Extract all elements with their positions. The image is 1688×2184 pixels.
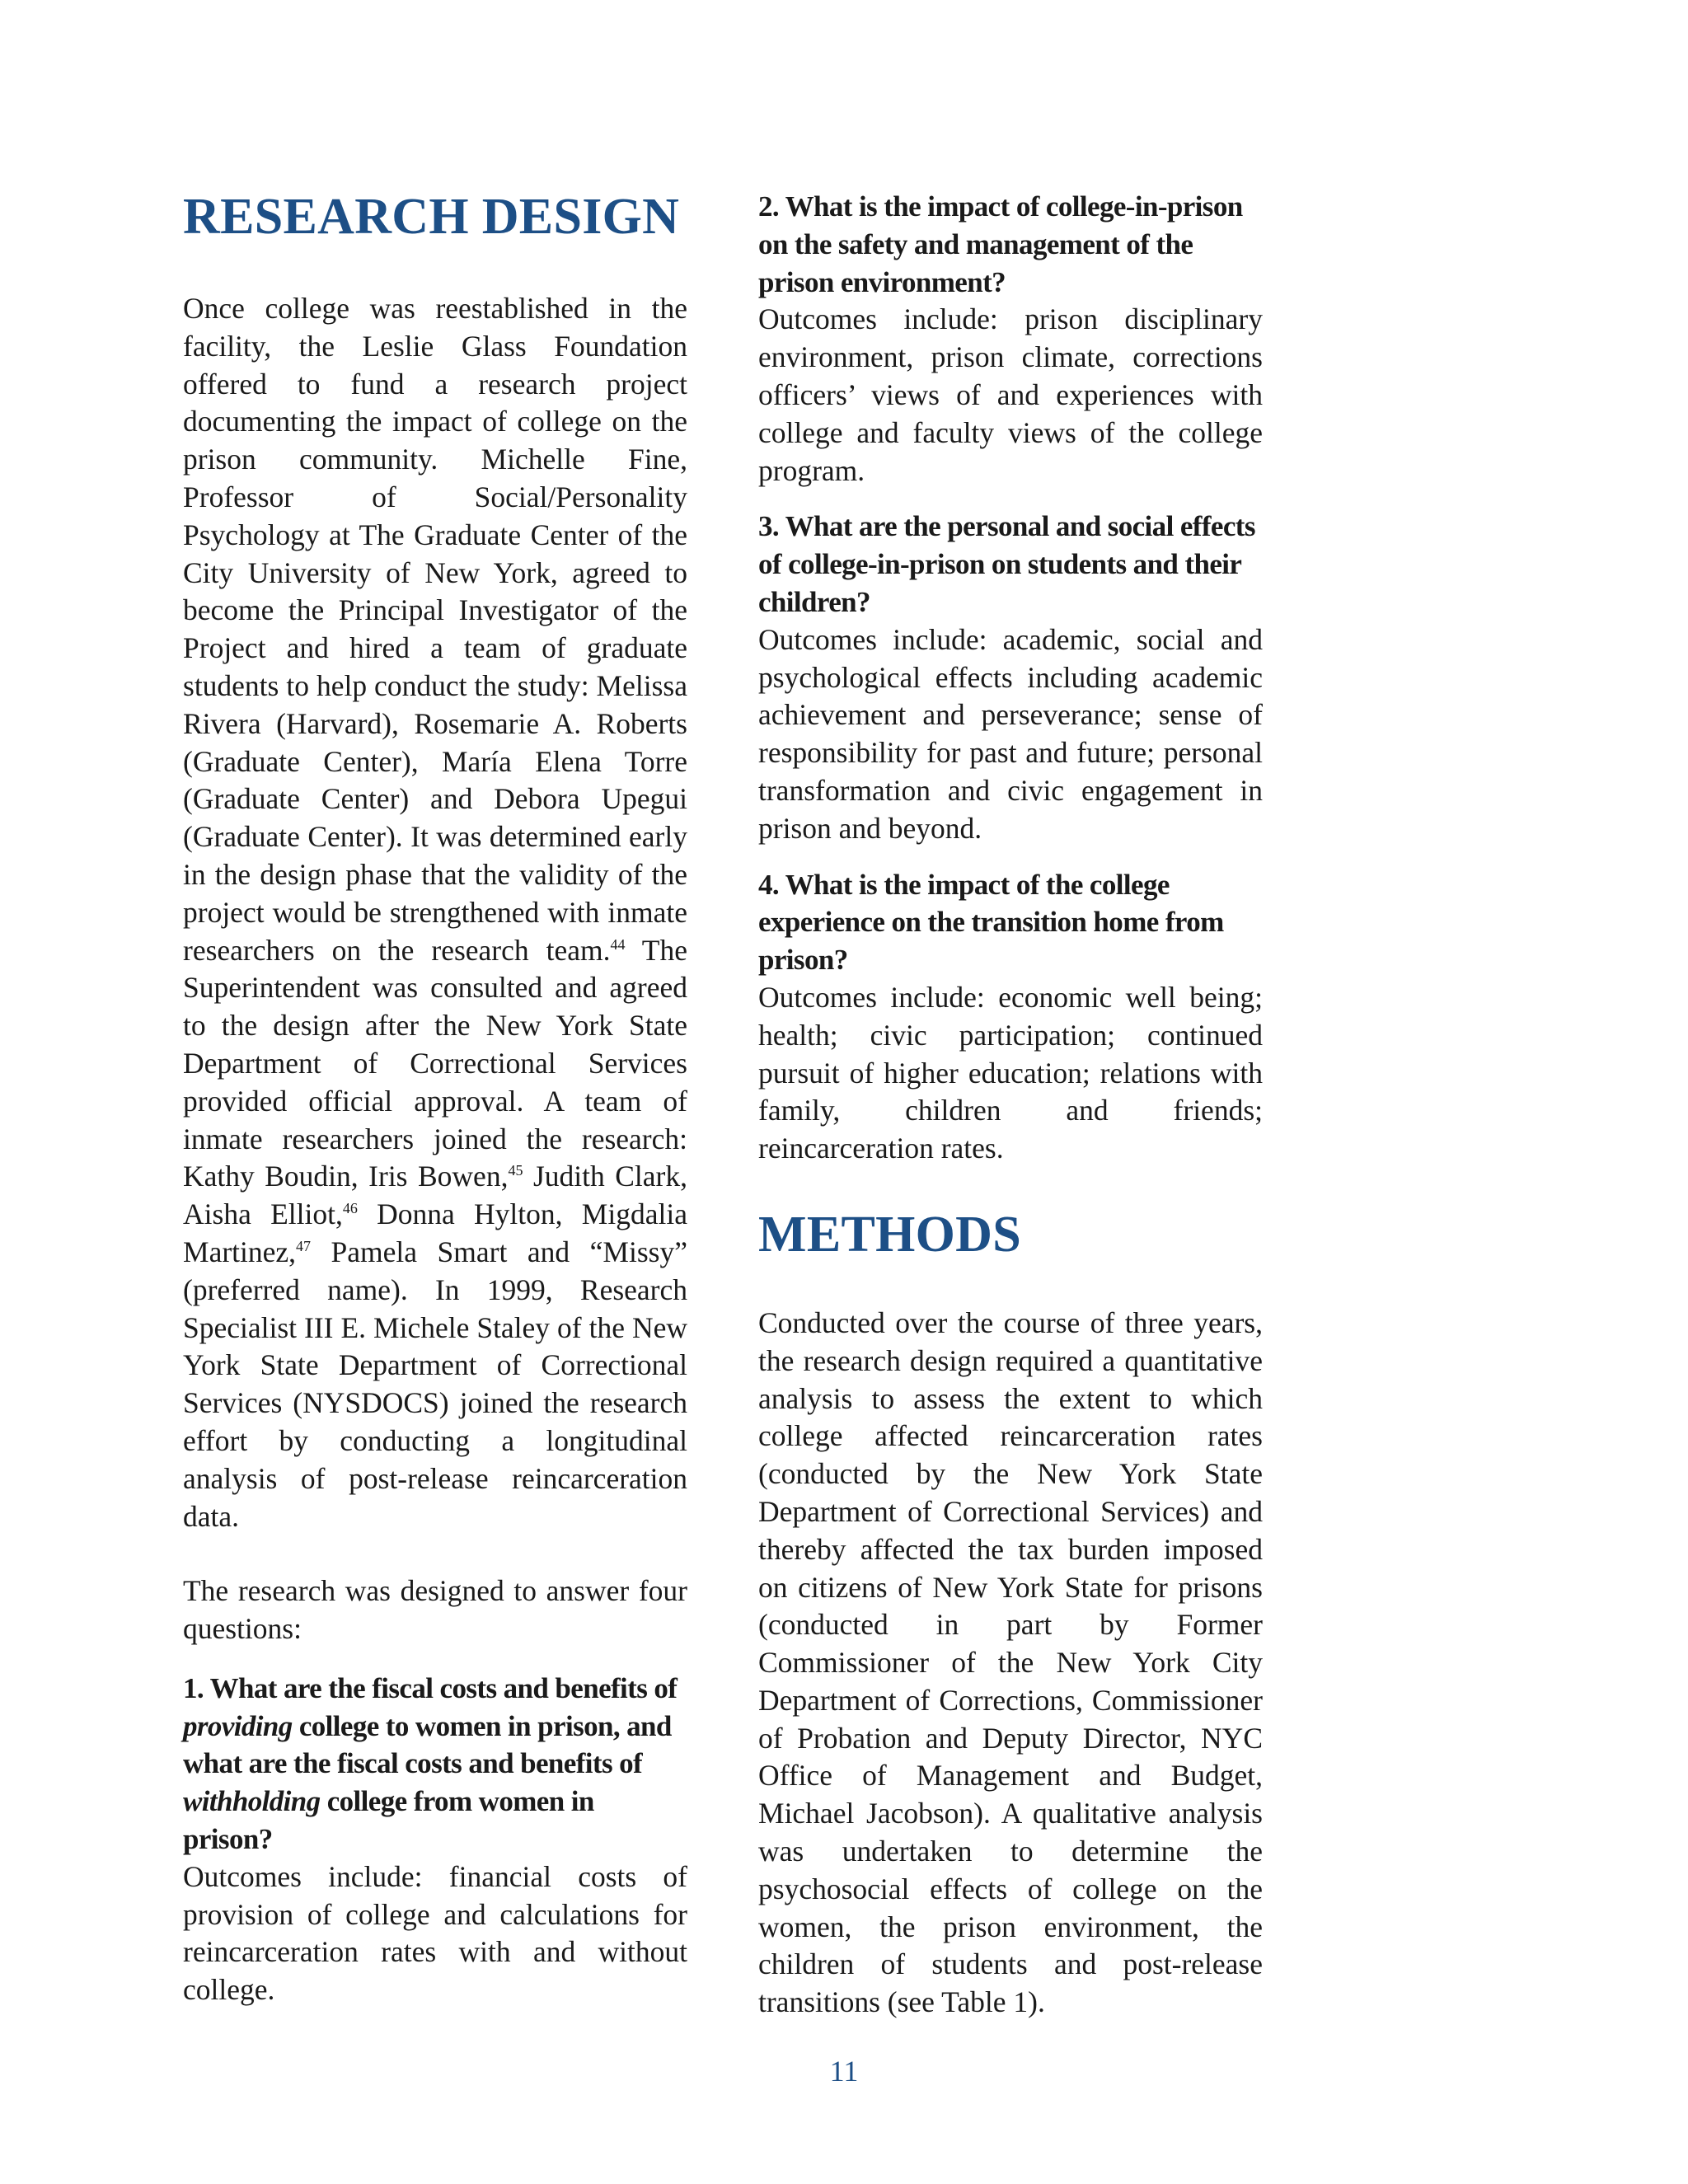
footnote-ref-47[interactable]: 47	[296, 1238, 312, 1255]
paragraph-text: Pamela Smart and “Missy” (preferred name). In 1999, Research Specialist III E. Michele Staley of the New York State Department of Correctional Services (NYSDOCS) joined the research effort by conducting a longitudinal analysis of post-release reincarceration data.	[183, 1235, 687, 1533]
question-text: college from women in prison?	[183, 1785, 594, 1856]
research-design-paragraph	[183, 290, 687, 1535]
left-column	[183, 180, 687, 2009]
question-3	[758, 508, 1263, 847]
question-3-outcomes: Outcomes include: academic, social and psychological effects including academic achievement and perseverance; sense of responsibility for past and future; personal transformation and civic engagement in prison and beyond.	[758, 622, 1263, 845]
methods-heading: METHODS	[758, 1206, 1022, 1263]
paragraph-text: Donna Hylton, Migdalia Martinez,	[183, 1197, 687, 1268]
footnote-ref-45[interactable]: 45	[508, 1162, 523, 1179]
paragraph-text: Once college was reestablished in the facility, the Leslie Glass Foundation offered to fund a research project documenting the impact of college on the prison community. Michelle Fine, Professor of Social/Personality Psychology at The Graduate Center of the City University of New York, agreed to become the Principal Investigator of the Project and hired a team of graduate students to help conduct the study: Melissa Rivera (Harvard), Rosemarie A. Roberts (Graduate Center), María Elena Torre (Graduate Center) and Debora Upegui (Graduate Center). It was determined early in the design phase that the validity of the project would be strengthened with inmate researchers on the research team.	[183, 292, 687, 967]
emphasis-providing: providing	[183, 1709, 293, 1742]
question-4-outcomes: Outcomes include: economic well being; health; civic participation; continued pursuit of higher education; relations with family, children and friends; reincarceration rates.	[758, 980, 1263, 1165]
paragraph-text: The Superintendent was consulted and agreed to the design after the New York State Department of Correctional Services provided official approval. A team of inmate researchers joined the research: Kathy Boudin, Iris Bowen,	[183, 933, 687, 1193]
question-1	[183, 1670, 687, 2009]
paragraph-text: Judith Clark, Aisha Elliot,	[183, 1160, 687, 1231]
methods-paragraph: Conducted over the course of three years, the research design required a quantitative analysis to assess the extent to which college affected reincarceration rates (conducted by the New York State Department of Correctional Services) and thereby affected the tax burden imposed on citizens of New York State for prisons (conducted in part by Former Commissioner of the New York City Department of Corrections, Commissioner of Probation and Deputy Director, NYC Office of Management and Budget, Michael Jacobson). A qualitative analysis was undertaken to determine the psychosocial effects of college on the women, the prison environment, the children of students and post-release transitions (see Table 1).	[758, 1305, 1263, 2019]
question-2-outcomes: Outcomes include: prison disciplinary environment, prison climate, corrections officers’ views of and experiences with college and faculty views of the college program.	[758, 302, 1263, 487]
question-2-title: 2. What is the impact of college-in-prison on the safety and management of the prison environment?	[758, 190, 1243, 298]
question-text: college to women in prison, and what are the fiscal costs and benefits of	[183, 1709, 672, 1780]
footnote-ref-44[interactable]: 44	[610, 935, 626, 953]
emphasis-withholding: withholding	[183, 1785, 321, 1818]
footnote-ref-46[interactable]: 46	[342, 1200, 358, 1217]
question-text: 1. What are the fiscal costs and benefits of	[183, 1671, 678, 1704]
right-column	[758, 188, 1263, 2022]
question-4	[758, 866, 1263, 1168]
methods-section	[758, 1197, 1263, 2022]
question-3-title: 3. What are the personal and social effects of college-in-prison on students and their children?	[758, 510, 1255, 618]
four-questions-intro: The research was designed to answer four questions:	[183, 1574, 687, 1646]
question-1-title	[183, 1670, 687, 1858]
question-1-outcomes: Outcomes include: financial costs of provision of college and calculations for reincarceration rates with and without college.	[183, 1859, 687, 2007]
question-4-title: 4. What is the impact of the college experience on the transition home from prison?	[758, 868, 1224, 977]
research-design-heading: RESEARCH DESIGN	[183, 189, 680, 245]
question-2	[758, 188, 1263, 490]
page-number: 11	[829, 2055, 859, 2088]
